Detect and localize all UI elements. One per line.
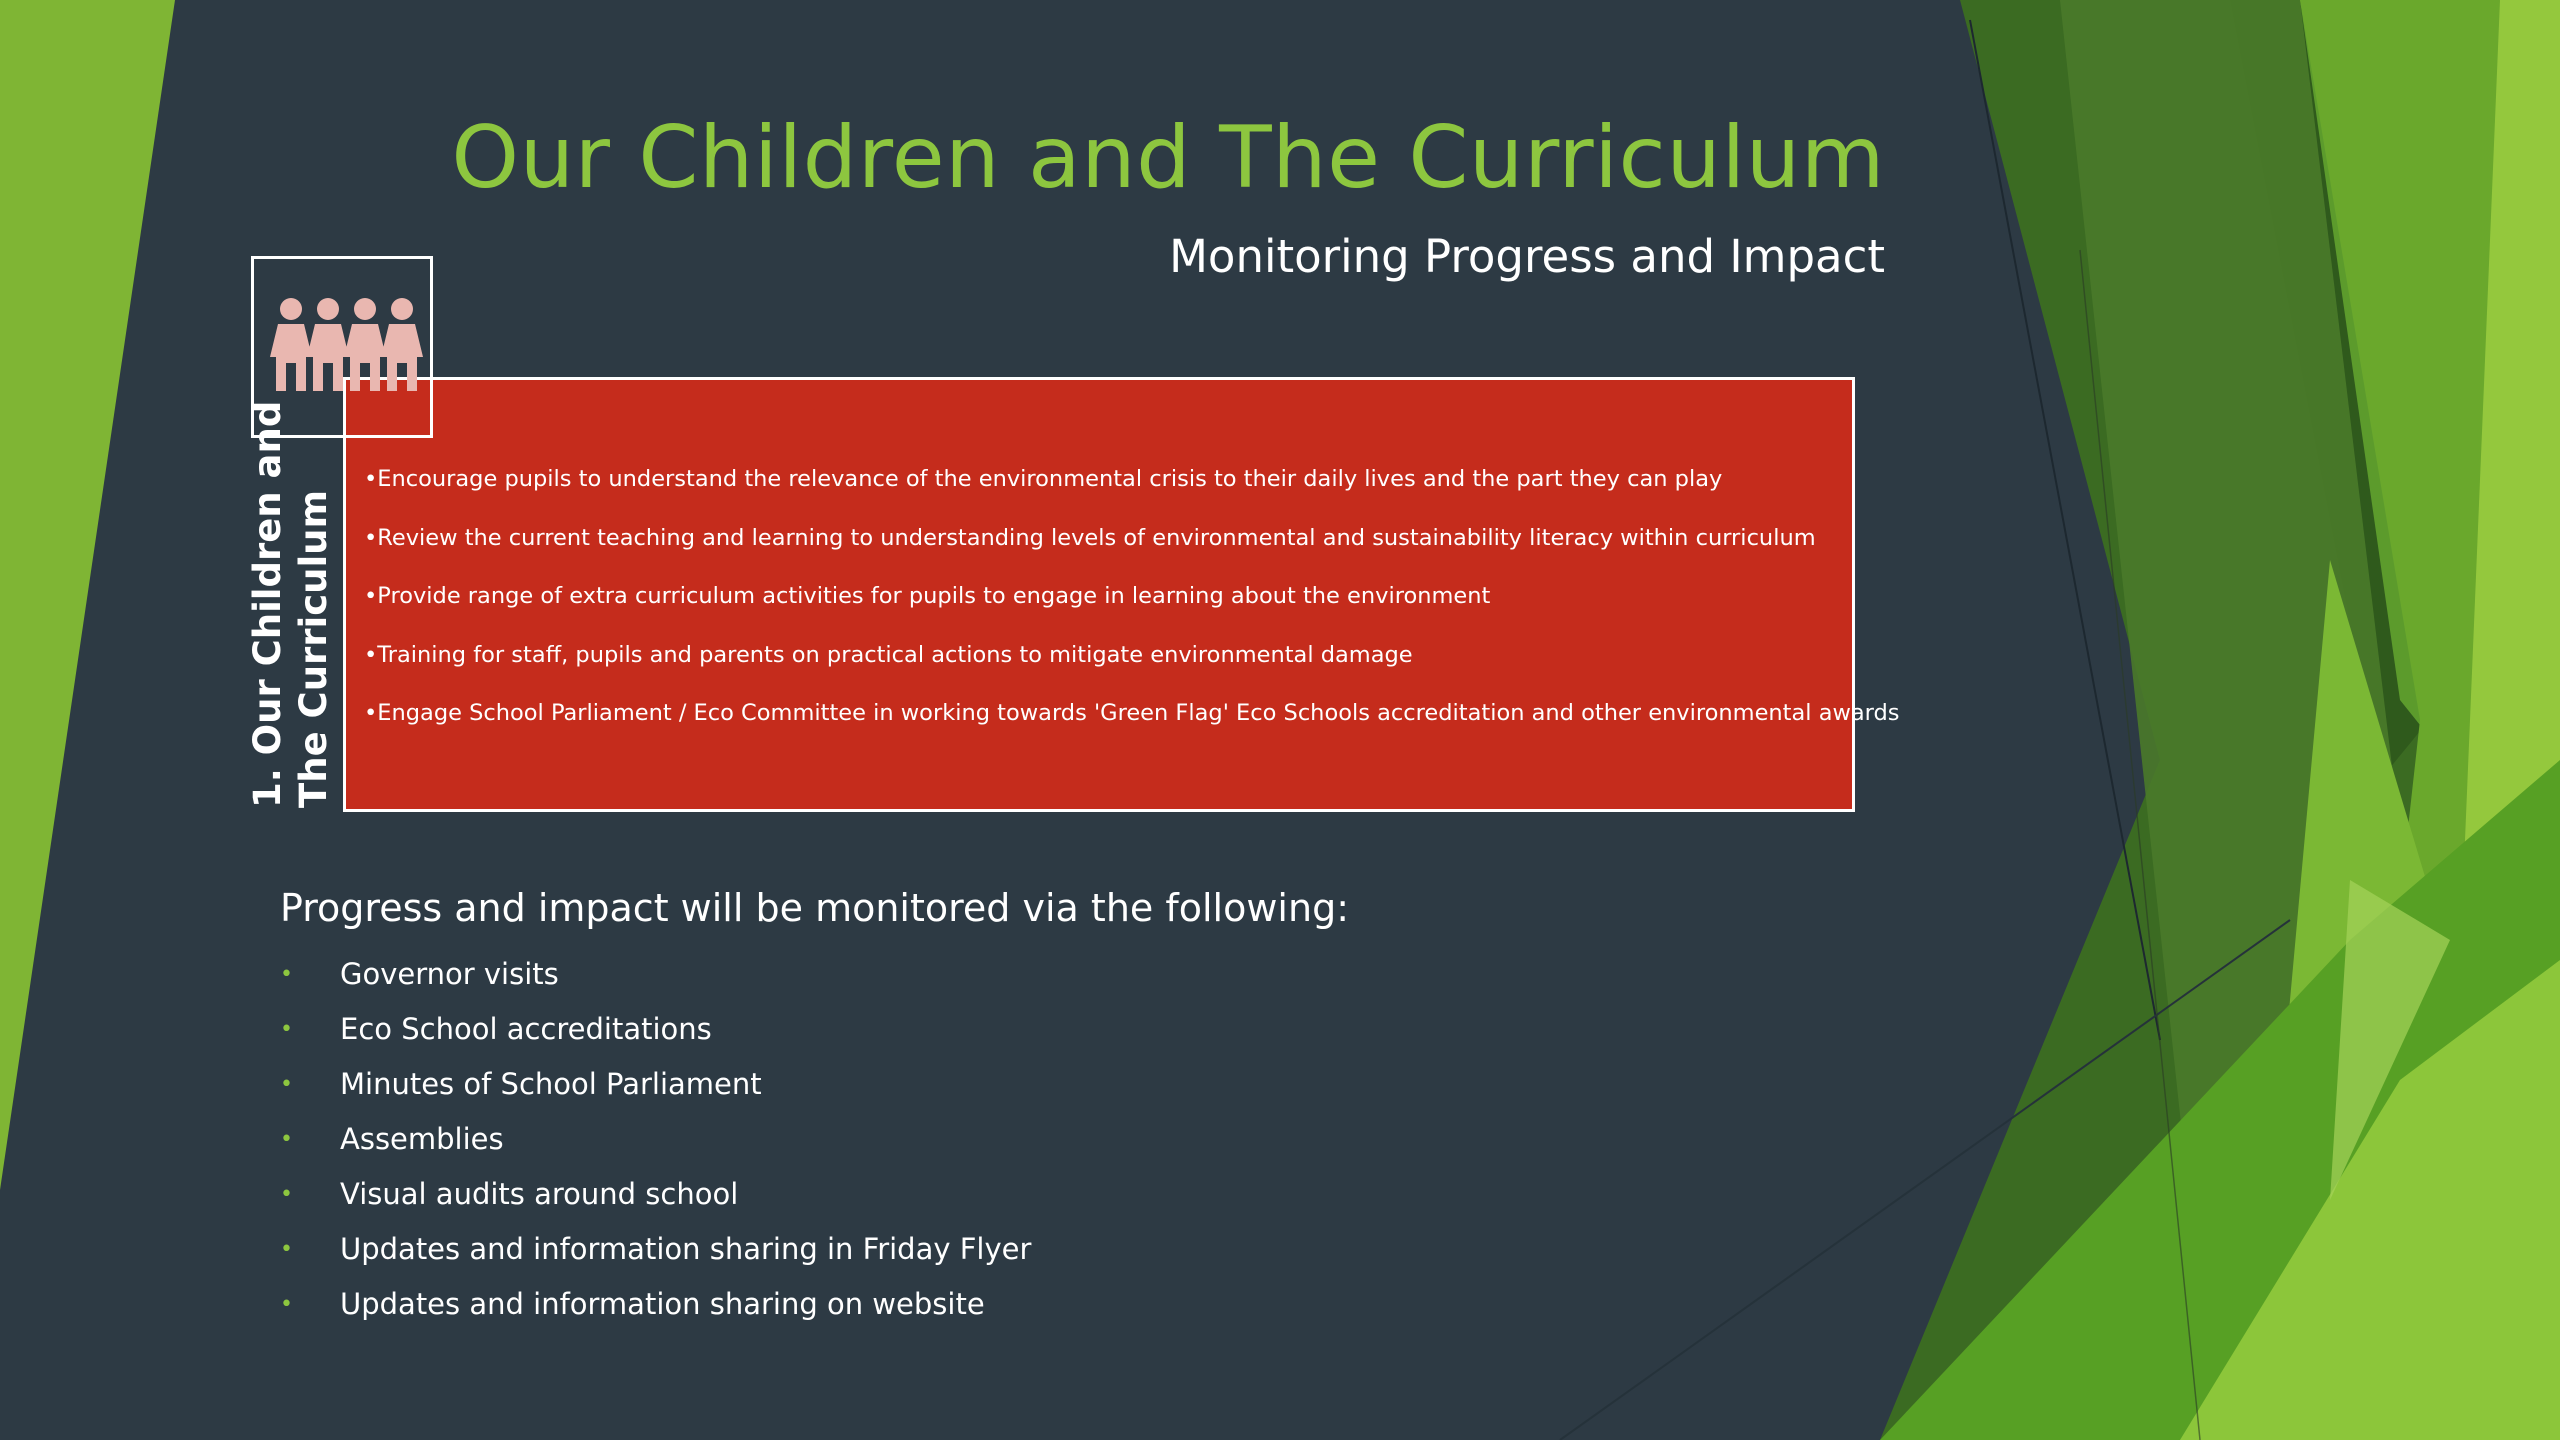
progress-item [280,1057,1031,1112]
bullet-icon: • [280,1182,293,1207]
progress-item [280,1277,1031,1332]
progress-item-label: Updates and information sharing on website [340,1287,985,1321]
slide-subtitle: Monitoring Progress and Impact [1169,230,1885,283]
action-item: •Encourage pupils to understand the relevance of the environmental crisis to their daily lives and the part they can play [364,466,1723,492]
section-side-label [245,400,337,808]
bullet-icon: • [280,1072,293,1097]
bullet-icon: • [280,1292,293,1317]
progress-item [280,1112,1031,1167]
progress-item-label: Governor visits [340,957,559,991]
progress-item-label: Assemblies [340,1122,504,1156]
progress-item [280,1222,1031,1277]
action-item: •Provide range of extra curriculum activities for pupils to engage in learning about the environment [364,583,1491,609]
side-label-line-2: The Curriculum [292,489,335,808]
slide-title: Our Children and The Curriculum [451,108,1885,208]
progress-item-label: Eco School accreditations [340,1012,712,1046]
progress-list [280,947,1031,1332]
actions-box [343,377,1900,812]
people-group-icon [268,297,428,393]
bullet-icon: • [280,1237,293,1262]
action-item: •Training for staff, pupils and parents on practical actions to mitigate environmental damage [364,641,1413,668]
progress-item [280,947,1031,1002]
progress-heading: Progress and impact will be monitored via the following: [280,886,1349,930]
side-label-line-1: 1. Our Children and [246,400,289,808]
progress-item-label: Updates and information sharing in Friday Flyer [340,1232,1032,1266]
bullet-icon: • [280,962,293,987]
progress-item-label: Visual audits around school [340,1177,739,1211]
progress-item-label: Minutes of School Parliament [340,1067,762,1101]
progress-item [280,1002,1031,1057]
bullet-icon: • [280,1127,293,1152]
actions-list [364,450,1900,743]
action-item: •Engage School Parliament / Eco Committee in working towards 'Green Flag' Eco Schools accreditation and other environmental awards [364,700,1900,726]
action-item: •Review the current teaching and learning to understanding levels of environmental and sustainability literacy within curriculum [364,524,1816,551]
progress-item [280,1167,1031,1222]
bullet-icon: • [280,1017,293,1042]
